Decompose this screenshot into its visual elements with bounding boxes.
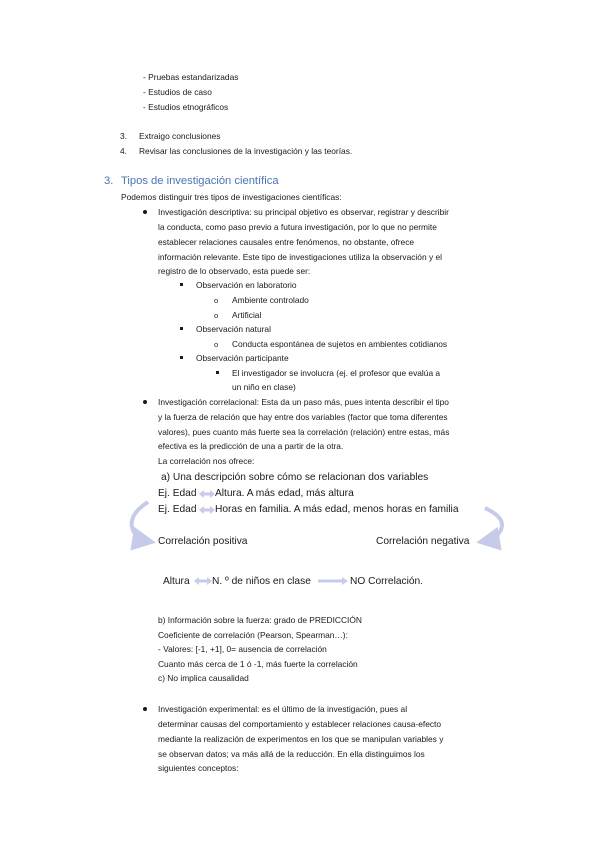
correlational-line: La correlación nos ofrece: xyxy=(158,456,255,466)
bullet-o-icon: o xyxy=(214,340,219,349)
double-arrow-icon xyxy=(199,490,215,498)
descriptive-line: la conducta, como paso previo a futura investigación, por lo que no permite xyxy=(158,222,437,232)
step-number: 4. xyxy=(120,146,127,156)
obs-nat-item: Conducta espontánea de sujetos en ambientes cotidianos xyxy=(232,339,448,349)
bullet-o-icon: o xyxy=(214,296,219,305)
null-b: N. º de niños en clase xyxy=(212,576,311,587)
b-line: Cuanto más cerca de 1 ó -1, más fuerte la correlación xyxy=(158,659,358,669)
obs-lab-item: Artificial xyxy=(232,310,262,320)
b-line: c) No implica causalidad xyxy=(158,673,249,683)
double-arrow-icon xyxy=(199,506,215,514)
step-text: Revisar las conclusiones de la investigación y las teorías. xyxy=(139,146,353,156)
correlational-line: y la fuerza de relación que hay entre dos variables (factor que toma diferentes xyxy=(158,412,448,422)
curved-arrow-left-icon xyxy=(132,502,152,542)
null-c: NO Correlación. xyxy=(350,576,424,587)
descriptive-line: establecer relaciones causales entre fenómenos, no obstante, ofrece xyxy=(158,237,415,247)
obs-lab-item: Ambiente controlado xyxy=(232,295,309,305)
experimental-line: mediante la realización de experimentos en los que se manipulan variables y xyxy=(158,734,444,744)
arrow-right-icon xyxy=(318,577,348,585)
correlational-line: efectiva es la predicción de una a partir de la otra. xyxy=(158,441,344,451)
section-number: 3. xyxy=(104,175,114,187)
descriptive-line: registro de lo observado, esta puede ser: xyxy=(158,266,311,276)
example-1-b: Altura. A más edad, más altura xyxy=(215,488,354,499)
example-1-a: Ej. Edad xyxy=(158,488,197,499)
double-arrow-icon xyxy=(194,577,212,585)
null-a: Altura xyxy=(163,576,190,587)
experimental-line: determinar causas del comportamiento y establecer relaciones causa-efecto xyxy=(158,719,442,729)
step-number: 3. xyxy=(120,131,127,141)
sub-list-item: - Estudios de caso xyxy=(143,87,212,97)
step-text: Extraigo conclusiones xyxy=(139,131,221,141)
curved-arrow-right-icon xyxy=(480,508,502,542)
b-line: b) Información sobre la fuerza: grado de PREDICCIÓN xyxy=(158,615,362,625)
correlational-line: Investigación correlacional: Esta da un paso más, pues intenta describir el tipo xyxy=(158,397,449,407)
a-line: a) Una descripción sobre cómo se relacionan dos variables xyxy=(161,472,429,483)
correlational-line: valores), pues cuanto más fuerte sea la correlación (relación) entre estas, más xyxy=(158,427,450,437)
obs-part-item: un niño en clase) xyxy=(232,382,296,392)
b-line: Coeficiente de correlación (Pearson, Spearman…): xyxy=(158,630,348,640)
sub-list-item: - Estudios etnográficos xyxy=(143,102,229,112)
obs-nat: Observación natural xyxy=(196,324,271,334)
obs-lab: Observación en laboratorio xyxy=(196,280,297,290)
experimental-line: se observan datos; va más allá de la reducción. En ella distinguimos los xyxy=(158,749,425,759)
descriptive-line: información relevante. Este tipo de investigaciones utiliza la observación y el xyxy=(158,252,442,262)
example-2-b: Horas en familia. A más edad, menos horas en familia xyxy=(215,504,459,515)
intro-text: Podemos distinguir tres tipos de investigaciones científicas: xyxy=(121,192,342,202)
b-line: - Valores: [-1, +1], 0= ausencia de correlación xyxy=(158,644,327,654)
obs-part: Observación participante xyxy=(196,353,289,363)
example-2-a: Ej. Edad xyxy=(158,504,197,515)
sub-list-item: - Pruebas estandarizadas xyxy=(143,72,239,82)
section-title: Tipos de investigación científica xyxy=(121,175,279,187)
bullet-o-icon: o xyxy=(214,311,219,320)
experimental-line: siguientes conceptos: xyxy=(158,763,239,773)
negative-label: Correlación negativa xyxy=(376,536,470,547)
experimental-line: Investigación experimental: es el último de la investigación, pues al xyxy=(158,704,408,714)
positive-label: Correlación positiva xyxy=(158,536,248,547)
descriptive-line: Investigación descriptiva: su principal objetivo es observar, registrar y describir xyxy=(158,207,449,217)
obs-part-item: El investigador se involucra (ej. el profesor que evalúa a xyxy=(232,368,441,378)
